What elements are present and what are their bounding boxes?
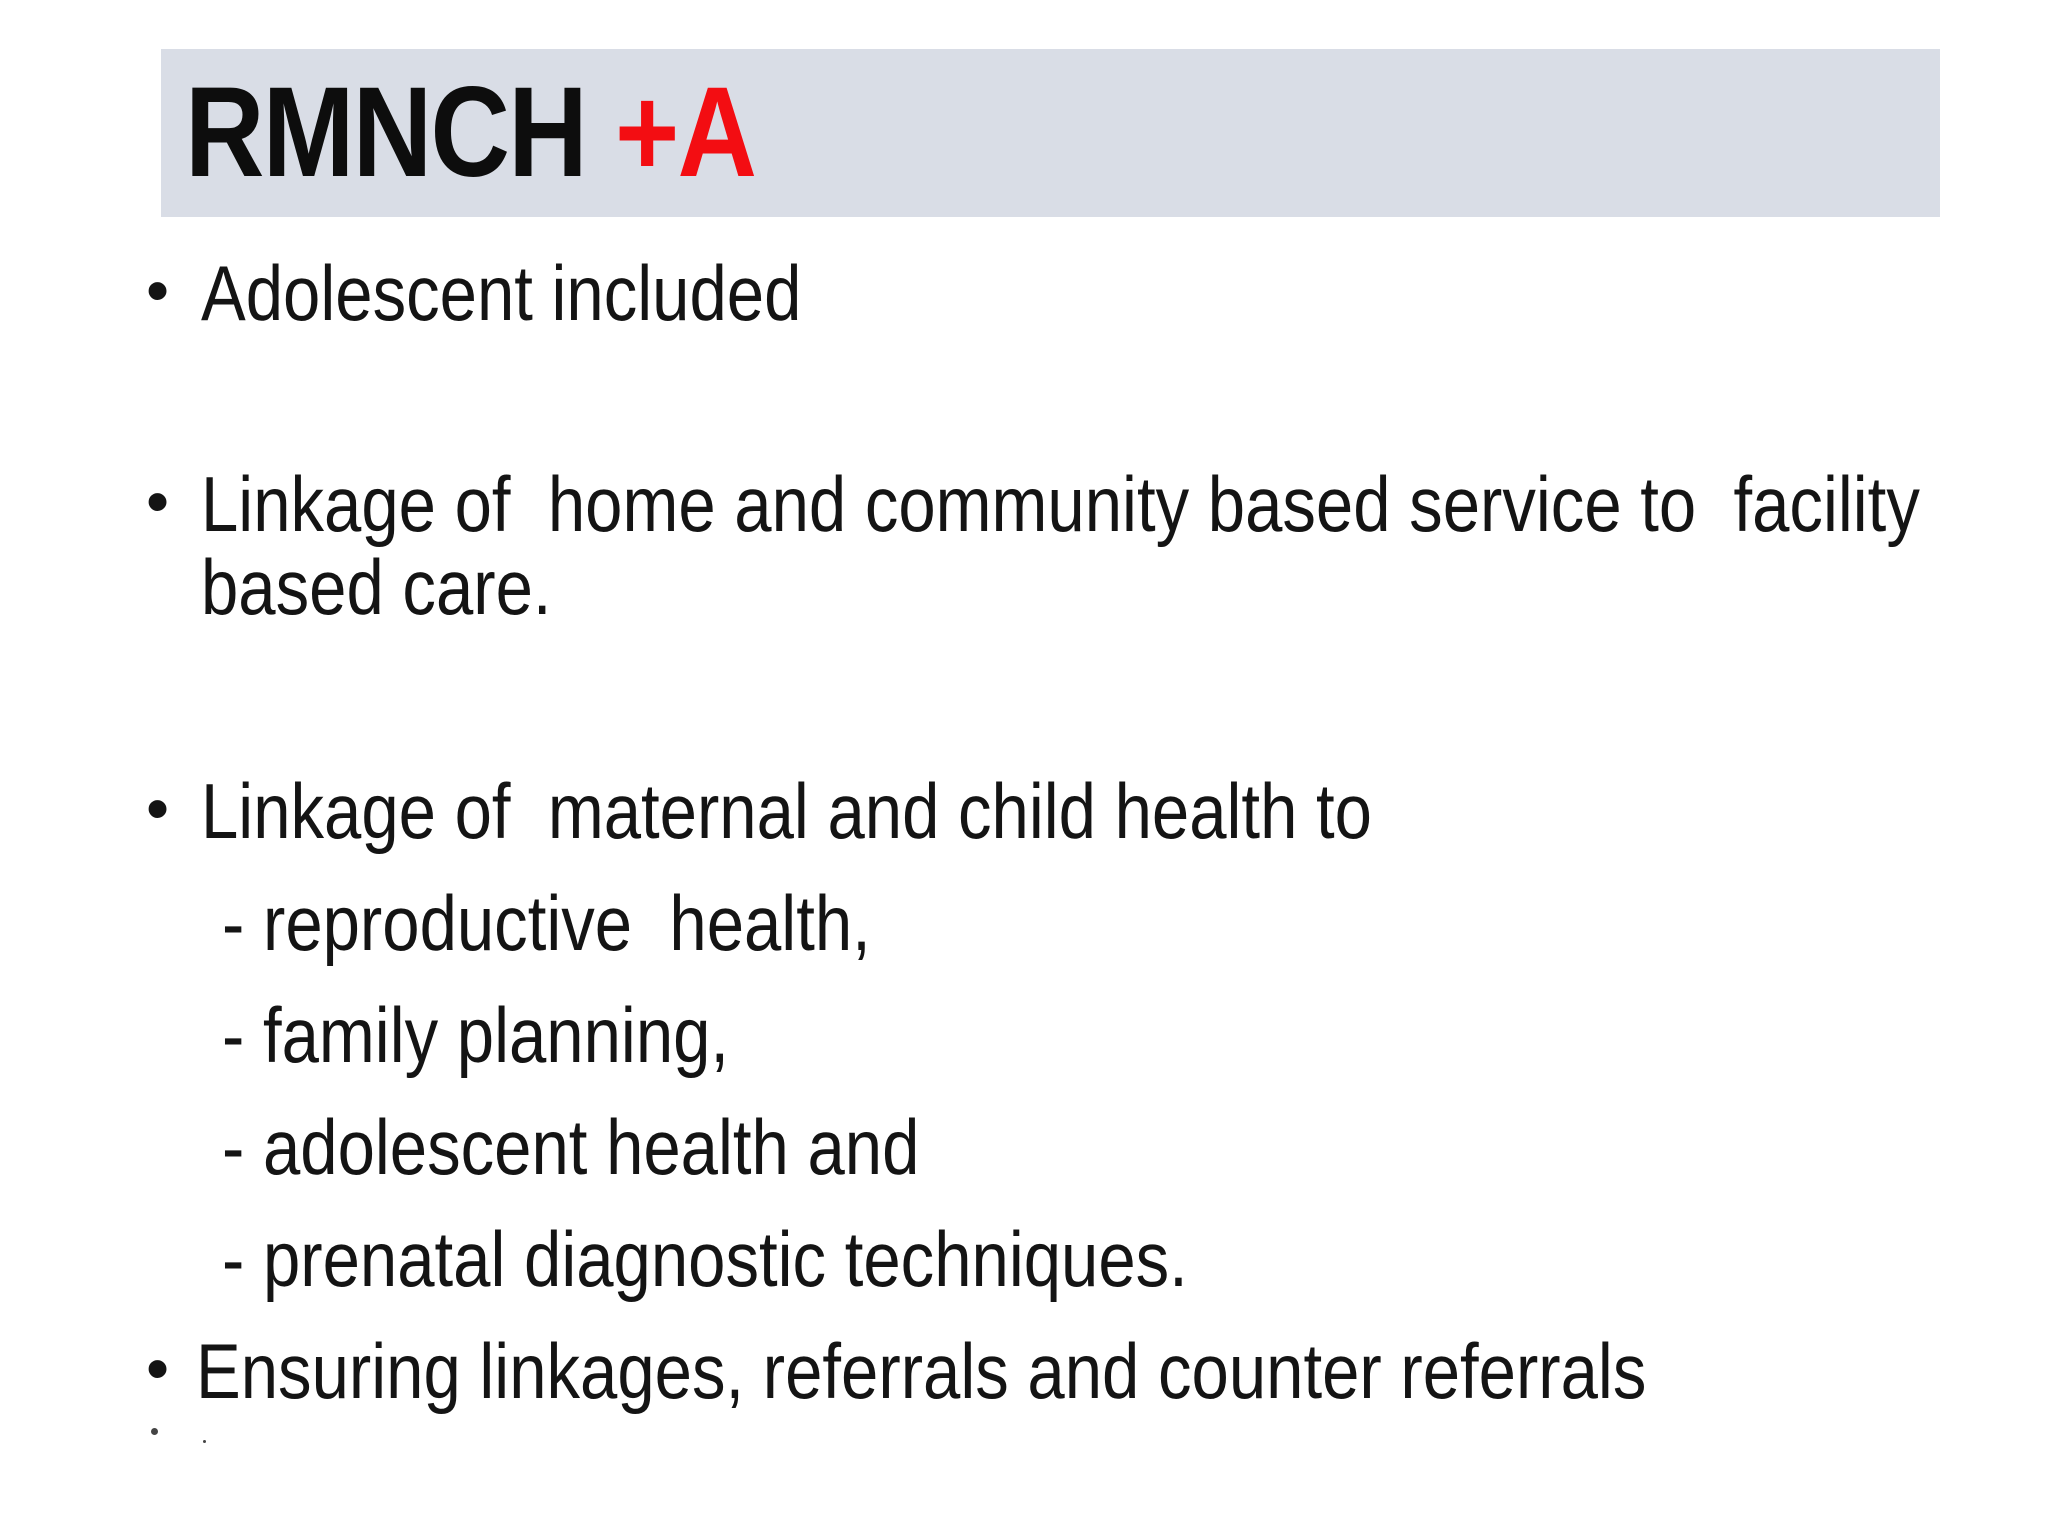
slide-title [185,63,755,203]
bullet-icon: • [146,464,170,538]
stray-dot [151,1428,158,1435]
sub-item: - adolescent health and [222,1103,920,1191]
bullet-icon: • [146,253,170,327]
sub-item: - reproductive health, [222,879,871,967]
bullet-icon: • [146,1331,170,1405]
bullet-text: Linkage of maternal and child health to [201,767,1372,855]
bullet-text: Ensuring linkages, referrals and counter referrals [196,1327,1647,1415]
sub-item: - family planning, [222,991,730,1079]
bullet-text: Adolescent included [201,249,802,337]
title-main: RMNCH [185,61,587,204]
title-accent: +A [614,61,756,204]
title-bar [161,49,1940,217]
sub-item: - prenatal diagnostic techniques. [222,1215,1188,1303]
stray-dot [203,1440,206,1443]
bullet-text: Linkage of home and community based service to facility [201,460,1920,548]
bullet-text-continuation: based care. [201,543,552,631]
bullet-icon: • [146,771,170,845]
